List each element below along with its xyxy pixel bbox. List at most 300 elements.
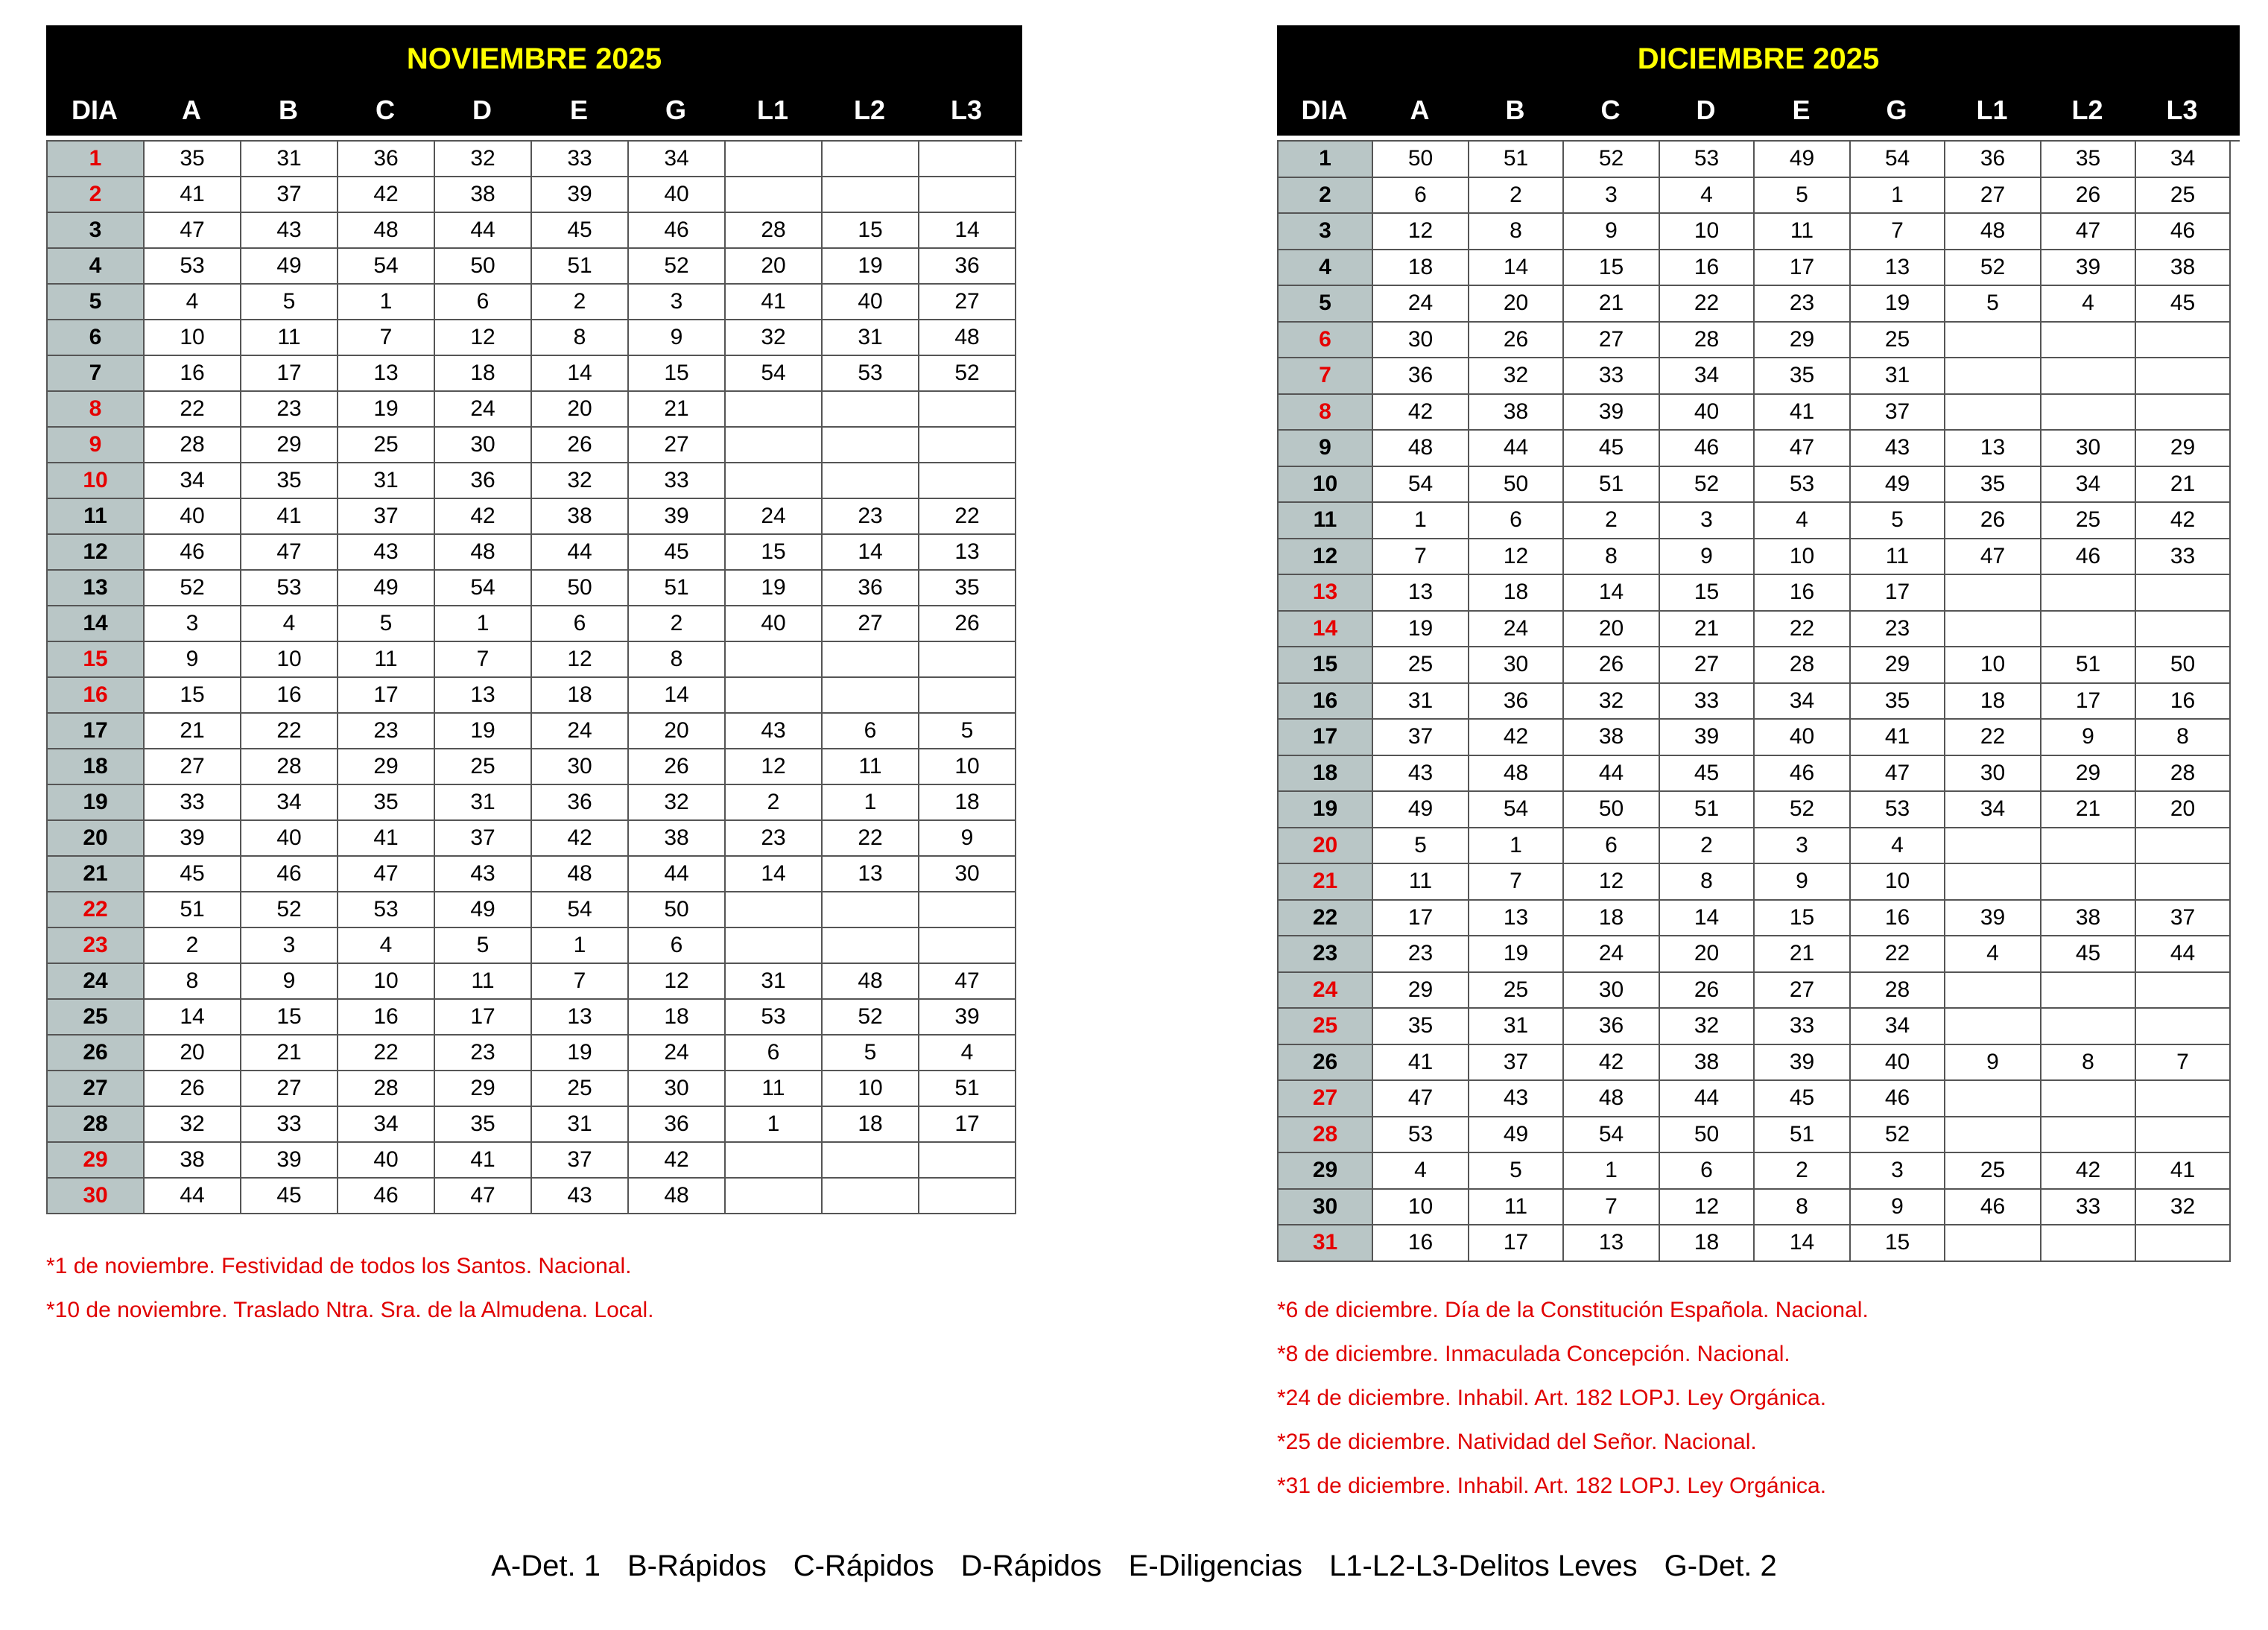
table-cell: 18 [435,356,532,392]
table-cell: 23 [1851,612,1945,648]
table-cell: 20 [1564,612,1660,648]
day-cell: 11 [48,499,145,535]
table-cell: 17 [2041,684,2136,720]
table-cell: 46 [2136,214,2231,250]
day-cell: 9 [48,428,145,463]
table-cell: 23 [1755,286,1851,323]
table-cell: 51 [919,1071,1016,1107]
table-cell [919,428,1016,463]
table-cell: 46 [338,1179,435,1214]
table-cell: 16 [1660,250,1755,287]
holiday-note: *8 de diciembre. Inmaculada Concepción. Nacional. [1277,1342,1790,1366]
table-cell: 20 [726,249,823,285]
table-cell: 4 [145,285,241,320]
table-cell: 13 [1469,901,1564,937]
table-cell: 5 [1755,178,1851,215]
table-cell: 50 [532,571,629,606]
table-cell: 6 [726,1036,823,1071]
table-cell: 50 [629,892,726,928]
table-cell: 3 [1564,178,1660,215]
table-cell [823,142,919,177]
table-cell: 5 [1373,828,1469,865]
table-cell: 32 [532,463,629,499]
table-cell: 46 [629,213,726,249]
table-cell: 26 [145,1071,241,1107]
table-cell: 14 [532,356,629,392]
table-row [1279,864,2240,901]
table-cell: 14 [726,857,823,892]
table-cell: 20 [2136,792,2231,828]
table-cell: 17 [435,1000,532,1036]
day-cell: 3 [1279,214,1373,250]
table-cell: 10 [1755,539,1851,576]
table-cell: 17 [338,678,435,714]
table-cell: 33 [1564,358,1660,395]
table-cell: 54 [726,356,823,392]
table-cell: 46 [241,857,338,892]
table-cell: 51 [1564,467,1660,504]
table-row [1279,1225,2240,1262]
table-cell [2136,395,2231,431]
table-cell: 54 [1373,467,1469,504]
table-cell: 39 [532,177,629,213]
table-cell: 30 [1373,323,1469,359]
day-cell: 3 [48,213,145,249]
day-cell: 25 [1279,1009,1373,1045]
table-cell: 24 [629,1036,726,1071]
table-cell [823,1143,919,1179]
table-cell: 28 [726,213,823,249]
november-col-header: L1 [756,95,788,125]
table-cell: 22 [1945,720,2041,756]
table-row [1279,1045,2240,1082]
table-cell: 7 [1469,864,1564,901]
table-cell: 37 [338,499,435,535]
table-cell: 18 [1564,901,1660,937]
table-cell: 53 [241,571,338,606]
table-cell: 10 [1851,864,1945,901]
table-cell: 18 [629,1000,726,1036]
table-cell [726,428,823,463]
december-header [1277,25,2240,136]
table-cell: 43 [1373,756,1469,793]
table-cell: 29 [1373,973,1469,1009]
table-row [1279,828,2240,865]
holiday-note: *1 de noviembre. Festividad de todos los Santos. Nacional. [46,1254,632,1278]
table-row [1279,1081,2240,1117]
table-row [1279,756,2240,793]
table-cell: 12 [1660,1190,1755,1226]
table-cell: 22 [241,714,338,749]
table-cell: 21 [1755,936,1851,973]
table-cell: 7 [1851,214,1945,250]
table-cell: 8 [1469,214,1564,250]
table-cell: 13 [1564,1225,1660,1262]
table-cell: 30 [919,857,1016,892]
table-cell: 53 [726,1000,823,1036]
table-cell: 50 [435,249,532,285]
table-row [48,249,1022,285]
table-cell: 23 [338,714,435,749]
december-col-header: E [1792,95,1811,125]
table-cell: 6 [1564,828,1660,865]
table-cell: 41 [1755,395,1851,431]
table-cell: 47 [241,535,338,571]
table-row [48,535,1022,571]
day-cell: 24 [48,964,145,1000]
table-cell: 12 [435,320,532,356]
table-cell [2136,828,2231,865]
table-cell: 38 [1660,1045,1755,1082]
table-cell: 26 [1564,647,1660,684]
table-cell: 4 [1373,1153,1469,1190]
table-cell [1945,575,2041,612]
table-cell: 8 [532,320,629,356]
table-cell: 2 [532,285,629,320]
table-cell [2136,1225,2231,1262]
table-cell: 51 [145,892,241,928]
table-cell: 44 [1469,431,1564,467]
table-cell: 29 [241,428,338,463]
table-cell: 5 [1851,503,1945,539]
table-cell: 34 [1755,684,1851,720]
table-cell: 7 [532,964,629,1000]
table-cell: 34 [629,142,726,177]
table-cell: 36 [532,785,629,821]
day-cell: 2 [1279,178,1373,215]
holiday-note: *31 de diciembre. Inhabil. Art. 182 LOPJ. Ley Orgánica. [1277,1474,1827,1498]
table-cell: 12 [1373,214,1469,250]
table-cell: 34 [1660,358,1755,395]
table-row [48,1071,1022,1107]
table-cell: 43 [532,1179,629,1214]
december-col-header: L1 [1976,95,2008,125]
day-cell: 22 [1279,901,1373,937]
table-cell: 37 [435,821,532,857]
table-cell: 35 [435,1107,532,1143]
table-cell: 24 [1564,936,1660,973]
day-cell: 29 [48,1143,145,1179]
day-cell: 17 [48,714,145,749]
table-cell: 52 [629,249,726,285]
table-cell: 51 [1469,142,1564,178]
table-cell: 16 [145,356,241,392]
table-cell: 46 [1660,431,1755,467]
table-cell: 28 [241,749,338,785]
table-cell [2136,358,2231,395]
table-cell: 10 [338,964,435,1000]
table-cell: 16 [338,1000,435,1036]
table-cell [823,928,919,964]
table-cell: 41 [726,285,823,320]
table-cell [726,177,823,213]
table-cell: 45 [532,213,629,249]
table-cell: 21 [2041,792,2136,828]
day-cell: 10 [1279,467,1373,504]
table-cell: 17 [241,356,338,392]
table-cell: 30 [532,749,629,785]
table-cell: 8 [1564,539,1660,576]
table-row [1279,720,2240,756]
table-cell: 26 [1945,503,2041,539]
table-row [48,142,1022,177]
day-cell: 7 [48,356,145,392]
table-cell: 7 [338,320,435,356]
december-col-header: DIA [1301,95,1348,125]
table-cell: 41 [1373,1045,1469,1082]
table-cell: 36 [1564,1009,1660,1045]
table-cell: 48 [532,857,629,892]
december-col-header: B [1505,95,1525,125]
table-cell: 6 [629,928,726,964]
table-cell [2136,1009,2231,1045]
table-cell: 13 [338,356,435,392]
table-cell: 50 [1373,142,1469,178]
table-cell: 24 [435,392,532,428]
table-cell: 47 [145,213,241,249]
table-cell: 28 [2136,756,2231,793]
table-cell: 32 [145,1107,241,1143]
day-cell: 23 [48,928,145,964]
day-cell: 6 [48,320,145,356]
table-cell [1945,828,2041,865]
table-cell: 2 [1564,503,1660,539]
table-row [48,320,1022,356]
table-cell: 53 [1755,467,1851,504]
table-cell: 41 [145,177,241,213]
day-cell: 27 [48,1071,145,1107]
day-cell: 6 [1279,323,1373,359]
table-cell: 25 [435,749,532,785]
day-cell: 11 [1279,503,1373,539]
table-cell: 16 [1851,901,1945,937]
table-cell: 51 [532,249,629,285]
table-cell [823,463,919,499]
table-cell: 52 [1851,1117,1945,1154]
day-cell: 13 [1279,575,1373,612]
table-cell: 3 [1755,828,1851,865]
table-cell: 10 [1373,1190,1469,1226]
holiday-note: *6 de diciembre. Día de la Constitución Española. Nacional. [1277,1298,1869,1322]
table-cell: 4 [1851,828,1945,865]
table-cell: 46 [1945,1190,2041,1226]
november-col-header: D [472,95,492,125]
table-cell: 42 [1373,395,1469,431]
table-cell: 1 [1851,178,1945,215]
table-cell: 35 [338,785,435,821]
table-cell [726,892,823,928]
table-cell: 33 [2136,539,2231,576]
table-cell: 36 [338,142,435,177]
day-cell: 17 [1279,720,1373,756]
november-col-header: L3 [950,95,982,125]
table-cell: 32 [1660,1009,1755,1045]
table-cell: 42 [435,499,532,535]
table-cell: 15 [1564,250,1660,287]
table-cell: 52 [241,892,338,928]
table-cell [1945,395,2041,431]
table-cell: 10 [919,749,1016,785]
table-row [1279,647,2240,684]
table-cell [2041,864,2136,901]
table-cell: 40 [823,285,919,320]
table-cell: 15 [726,535,823,571]
table-cell: 43 [726,714,823,749]
day-cell: 22 [48,892,145,928]
table-cell: 32 [2136,1190,2231,1226]
table-cell [726,392,823,428]
december-col-header: L3 [2166,95,2198,125]
table-cell: 6 [1660,1153,1755,1190]
table-cell: 3 [145,606,241,642]
table-cell: 28 [1851,973,1945,1009]
table-cell: 44 [1660,1081,1755,1117]
table-cell: 49 [338,571,435,606]
table-cell: 39 [1564,395,1660,431]
table-cell: 33 [241,1107,338,1143]
table-cell: 41 [338,821,435,857]
table-cell: 46 [2041,539,2136,576]
table-cell: 6 [435,285,532,320]
table-row [1279,286,2240,323]
table-cell: 2 [726,785,823,821]
table-cell: 5 [823,1036,919,1071]
table-cell: 26 [1469,323,1564,359]
table-cell: 2 [629,606,726,642]
table-cell: 35 [241,463,338,499]
legend-item: L1-L2-L3-Delitos Leves [1329,1550,1638,1582]
table-cell: 37 [1851,395,1945,431]
table-cell: 40 [338,1143,435,1179]
day-cell: 8 [48,392,145,428]
table-cell: 14 [919,213,1016,249]
table-cell: 53 [1373,1117,1469,1154]
table-cell: 19 [726,571,823,606]
table-cell: 33 [1755,1009,1851,1045]
table-cell [2041,1225,2136,1262]
table-row [1279,1153,2240,1190]
table-cell: 22 [919,499,1016,535]
table-cell: 29 [2041,756,2136,793]
table-cell [726,1143,823,1179]
table-cell: 39 [2041,250,2136,287]
table-cell: 19 [1373,612,1469,648]
table-cell [919,142,1016,177]
table-cell: 45 [1660,756,1755,793]
table-row [48,821,1022,857]
table-cell: 32 [629,785,726,821]
table-row [48,606,1022,642]
table-cell: 20 [145,1036,241,1071]
table-cell: 53 [145,249,241,285]
table-cell: 21 [1564,286,1660,323]
table-cell: 1 [1373,503,1469,539]
table-cell: 38 [532,499,629,535]
table-cell [919,642,1016,678]
table-cell: 30 [629,1071,726,1107]
table-row [1279,936,2240,973]
table-cell [2136,612,2231,648]
table-cell: 30 [435,428,532,463]
table-cell: 48 [1469,756,1564,793]
table-cell: 10 [145,320,241,356]
table-cell: 24 [1373,286,1469,323]
table-cell [1945,864,2041,901]
table-cell: 14 [1660,901,1755,937]
table-cell: 20 [1469,286,1564,323]
table-cell: 38 [1564,720,1660,756]
table-cell: 23 [726,821,823,857]
day-cell: 28 [48,1107,145,1143]
table-cell [2041,1009,2136,1045]
table-cell: 47 [2041,214,2136,250]
table-cell: 38 [1469,395,1564,431]
table-cell: 15 [629,356,726,392]
day-cell: 15 [48,642,145,678]
table-cell: 17 [1373,901,1469,937]
table-cell: 34 [1945,792,2041,828]
table-cell: 52 [1660,467,1755,504]
table-cell: 48 [435,535,532,571]
table-cell [2041,1081,2136,1117]
table-cell: 35 [919,571,1016,606]
table-cell: 47 [338,857,435,892]
table-cell: 8 [629,642,726,678]
table-cell: 45 [1564,431,1660,467]
table-cell: 41 [241,499,338,535]
table-cell [2041,358,2136,395]
table-cell: 1 [1469,828,1564,865]
table-cell: 21 [145,714,241,749]
table-cell: 33 [629,463,726,499]
table-cell: 5 [338,606,435,642]
table-cell [726,1179,823,1214]
table-cell: 31 [1469,1009,1564,1045]
table-row [1279,323,2240,359]
table-row [48,356,1022,392]
table-cell: 43 [1469,1081,1564,1117]
table-cell: 37 [1469,1045,1564,1082]
day-cell: 13 [48,571,145,606]
table-cell: 11 [1755,214,1851,250]
table-cell: 38 [435,177,532,213]
table-cell: 34 [145,463,241,499]
table-cell [2136,323,2231,359]
table-cell [823,428,919,463]
table-cell: 13 [1945,431,2041,467]
table-row [1279,1190,2240,1226]
table-cell: 1 [823,785,919,821]
table-cell: 3 [1851,1153,1945,1190]
table-row [1279,901,2240,937]
table-cell: 44 [435,213,532,249]
table-cell: 44 [629,857,726,892]
december-column-headers [1277,85,2240,136]
table-cell: 35 [1373,1009,1469,1045]
table-cell: 31 [823,320,919,356]
table-cell: 18 [532,678,629,714]
table-cell: 27 [145,749,241,785]
table-cell: 31 [1851,358,1945,395]
table-row [1279,467,2240,504]
table-cell: 29 [1851,647,1945,684]
table-cell: 27 [1945,178,2041,215]
table-cell: 6 [532,606,629,642]
table-row [48,571,1022,606]
table-cell: 5 [435,928,532,964]
table-cell: 15 [145,678,241,714]
day-cell: 14 [48,606,145,642]
